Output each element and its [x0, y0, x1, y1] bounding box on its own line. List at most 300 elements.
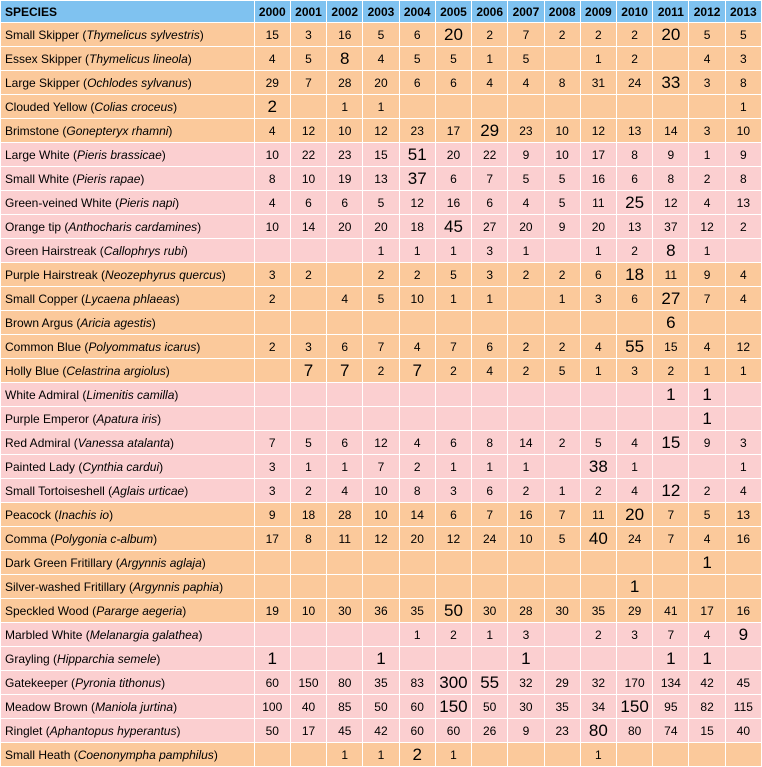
- count-cell: [363, 575, 399, 599]
- count-cell: 51: [399, 143, 435, 167]
- count-cell: 4: [617, 479, 653, 503]
- count-cell: 14: [508, 431, 544, 455]
- count-cell: [725, 311, 761, 335]
- count-cell: [472, 311, 508, 335]
- count-cell: [327, 623, 363, 647]
- count-cell: 37: [653, 215, 689, 239]
- species-name-cell: Large White (Pieris brassicae): [1, 143, 255, 167]
- count-cell: 6: [327, 431, 363, 455]
- species-name-cell: Small Heath (Coenonympha pamphilus): [1, 743, 255, 767]
- count-cell: 9: [544, 215, 580, 239]
- count-cell: 30: [327, 599, 363, 623]
- count-cell: 2: [508, 359, 544, 383]
- count-cell: 7: [653, 503, 689, 527]
- count-cell: 20: [435, 23, 471, 47]
- count-cell: 2: [689, 167, 725, 191]
- table-row: [1, 575, 762, 599]
- count-cell: 3: [580, 287, 616, 311]
- count-cell: 15: [653, 431, 689, 455]
- count-cell: 15: [254, 23, 290, 47]
- year-column-header: 2009: [580, 1, 616, 23]
- count-cell: 1: [327, 455, 363, 479]
- count-cell: [254, 407, 290, 431]
- count-cell: 4: [363, 47, 399, 71]
- count-cell: 20: [363, 71, 399, 95]
- count-cell: [363, 551, 399, 575]
- count-cell: 4: [725, 263, 761, 287]
- count-cell: 18: [617, 263, 653, 287]
- count-cell: [290, 311, 326, 335]
- count-cell: 12: [580, 119, 616, 143]
- count-cell: [363, 623, 399, 647]
- count-cell: 12: [653, 191, 689, 215]
- count-cell: [399, 407, 435, 431]
- species-name-cell: Orange tip (Anthocharis cardamines): [1, 215, 255, 239]
- count-cell: [617, 743, 653, 767]
- count-cell: 7: [435, 335, 471, 359]
- count-cell: 1: [580, 239, 616, 263]
- table-row: [1, 671, 762, 695]
- count-cell: [580, 407, 616, 431]
- species-common-name: Orange tip: [5, 219, 62, 234]
- count-cell: 36: [363, 599, 399, 623]
- count-cell: 12: [653, 479, 689, 503]
- species-name-cell: Meadow Brown (Maniola jurtina): [1, 695, 255, 719]
- count-cell: 35: [399, 599, 435, 623]
- species-latin-name: Apatura iris: [96, 411, 158, 426]
- count-cell: 15: [689, 719, 725, 743]
- count-cell: 1: [689, 407, 725, 431]
- count-cell: 2: [508, 335, 544, 359]
- count-cell: 10: [544, 143, 580, 167]
- count-cell: 5: [544, 191, 580, 215]
- count-cell: 1: [435, 287, 471, 311]
- count-cell: 6: [653, 311, 689, 335]
- count-cell: 17: [254, 527, 290, 551]
- count-cell: [254, 383, 290, 407]
- count-cell: 4: [327, 479, 363, 503]
- count-cell: 2: [254, 95, 290, 119]
- count-cell: 2: [617, 47, 653, 71]
- count-cell: [290, 647, 326, 671]
- species-name-cell: Marbled White (Melanargia galathea): [1, 623, 255, 647]
- count-cell: 37: [399, 167, 435, 191]
- count-cell: 2: [254, 335, 290, 359]
- count-cell: 1: [472, 47, 508, 71]
- count-cell: 5: [508, 167, 544, 191]
- count-cell: 1: [327, 95, 363, 119]
- count-cell: [435, 383, 471, 407]
- count-cell: 25: [617, 191, 653, 215]
- count-cell: 5: [689, 503, 725, 527]
- count-cell: 1: [689, 143, 725, 167]
- species-name-cell: Ringlet (Aphantopus hyperantus): [1, 719, 255, 743]
- count-cell: 5: [290, 47, 326, 71]
- count-cell: 40: [580, 527, 616, 551]
- species-common-name: Common Blue: [5, 339, 82, 354]
- count-cell: [254, 311, 290, 335]
- count-cell: [544, 743, 580, 767]
- species-latin-name: Pararge aegeria: [96, 603, 183, 618]
- table-row: [1, 119, 762, 143]
- count-cell: 20: [399, 527, 435, 551]
- table-row: [1, 359, 762, 383]
- species-common-name: Large White: [5, 147, 70, 162]
- count-cell: [327, 551, 363, 575]
- count-cell: 13: [617, 215, 653, 239]
- count-cell: 1: [725, 455, 761, 479]
- species-latin-name: Melanargia galathea: [89, 627, 199, 642]
- count-cell: [290, 575, 326, 599]
- count-cell: 10: [290, 167, 326, 191]
- species-common-name: Red Admiral: [5, 435, 71, 450]
- count-cell: 5: [363, 23, 399, 47]
- species-name-cell: Brimstone (Gonepteryx rhamni): [1, 119, 255, 143]
- count-cell: [399, 311, 435, 335]
- count-cell: 5: [725, 23, 761, 47]
- species-common-name: Small Copper: [5, 291, 78, 306]
- count-cell: 45: [725, 671, 761, 695]
- count-cell: 50: [363, 695, 399, 719]
- species-common-name: Gatekeeper: [5, 675, 68, 690]
- count-cell: 15: [653, 335, 689, 359]
- count-cell: 27: [653, 287, 689, 311]
- count-cell: 16: [508, 503, 544, 527]
- count-cell: 1: [508, 647, 544, 671]
- count-cell: [689, 455, 725, 479]
- count-cell: [363, 383, 399, 407]
- table-row: [1, 47, 762, 71]
- count-cell: 10: [399, 287, 435, 311]
- count-cell: 1: [363, 95, 399, 119]
- count-cell: [472, 647, 508, 671]
- count-cell: 4: [508, 71, 544, 95]
- count-cell: [580, 311, 616, 335]
- count-cell: 4: [617, 431, 653, 455]
- count-cell: 35: [363, 671, 399, 695]
- count-cell: [399, 383, 435, 407]
- species-common-name: Clouded Yellow: [5, 99, 88, 114]
- count-cell: 20: [653, 23, 689, 47]
- count-cell: 24: [617, 527, 653, 551]
- count-cell: 12: [363, 119, 399, 143]
- count-cell: 4: [689, 47, 725, 71]
- count-cell: 32: [580, 671, 616, 695]
- count-cell: 2: [435, 623, 471, 647]
- count-cell: 1: [580, 743, 616, 767]
- species-common-name: Painted Lady: [5, 459, 76, 474]
- count-cell: [653, 743, 689, 767]
- count-cell: 17: [580, 143, 616, 167]
- count-cell: 30: [508, 695, 544, 719]
- species-common-name: White Admiral: [5, 387, 80, 402]
- species-common-name: Green Hairstreak: [5, 243, 97, 258]
- count-cell: 1: [653, 647, 689, 671]
- species-latin-name: Anthocharis cardamines: [68, 219, 198, 234]
- species-latin-name: Gonepteryx rhamni: [66, 123, 169, 138]
- count-cell: [653, 575, 689, 599]
- count-cell: 1: [327, 743, 363, 767]
- count-cell: 45: [435, 215, 471, 239]
- count-cell: 1: [617, 455, 653, 479]
- count-cell: 4: [254, 119, 290, 143]
- count-cell: 4: [580, 335, 616, 359]
- count-cell: 7: [689, 287, 725, 311]
- count-cell: 3: [617, 623, 653, 647]
- count-cell: 8: [290, 527, 326, 551]
- count-cell: 3: [472, 239, 508, 263]
- count-cell: 29: [472, 119, 508, 143]
- species-latin-name: Thymelicus lineola: [89, 51, 188, 66]
- count-cell: 29: [617, 599, 653, 623]
- count-cell: [508, 407, 544, 431]
- count-cell: [290, 239, 326, 263]
- count-cell: 20: [363, 215, 399, 239]
- count-cell: 1: [472, 455, 508, 479]
- species-latin-name: Ochlodes sylvanus: [87, 75, 188, 90]
- species-common-name: Green-veined White: [5, 195, 112, 210]
- count-cell: 4: [508, 191, 544, 215]
- year-column-header: 2004: [399, 1, 435, 23]
- species-common-name: Small Heath: [5, 747, 71, 762]
- count-cell: 2: [363, 359, 399, 383]
- count-cell: [472, 95, 508, 119]
- species-common-name: Small Tortoiseshell: [5, 483, 105, 498]
- count-cell: 2: [617, 23, 653, 47]
- count-cell: 1: [689, 383, 725, 407]
- count-cell: [725, 551, 761, 575]
- species-latin-name: Aphantopus hyperantus: [49, 723, 177, 738]
- count-cell: 3: [472, 263, 508, 287]
- count-cell: 6: [327, 335, 363, 359]
- count-cell: 300: [435, 671, 471, 695]
- count-cell: [472, 575, 508, 599]
- count-cell: [435, 575, 471, 599]
- count-cell: [363, 407, 399, 431]
- count-cell: 1: [508, 455, 544, 479]
- table-row: [1, 599, 762, 623]
- table-row: [1, 551, 762, 575]
- count-cell: 3: [689, 71, 725, 95]
- count-cell: [327, 383, 363, 407]
- count-cell: 2: [544, 335, 580, 359]
- count-cell: 20: [327, 215, 363, 239]
- table-row: [1, 167, 762, 191]
- count-cell: 4: [472, 71, 508, 95]
- count-cell: 10: [544, 119, 580, 143]
- species-common-name: Purple Hairstreak: [5, 267, 98, 282]
- count-cell: [544, 47, 580, 71]
- species-latin-name: Pieris brassicae: [77, 147, 162, 162]
- count-cell: [435, 311, 471, 335]
- year-column-header: 2007: [508, 1, 544, 23]
- count-cell: 20: [435, 143, 471, 167]
- count-cell: 11: [580, 503, 616, 527]
- count-cell: 1: [617, 575, 653, 599]
- table-row: [1, 719, 762, 743]
- count-cell: 7: [544, 503, 580, 527]
- count-cell: 19: [327, 167, 363, 191]
- count-cell: 35: [544, 695, 580, 719]
- count-cell: 134: [653, 671, 689, 695]
- table-row: [1, 95, 762, 119]
- count-cell: [254, 623, 290, 647]
- count-cell: 6: [617, 167, 653, 191]
- count-cell: [254, 551, 290, 575]
- count-cell: 7: [254, 431, 290, 455]
- count-cell: 100: [254, 695, 290, 719]
- count-cell: 7: [290, 71, 326, 95]
- count-cell: [544, 311, 580, 335]
- count-cell: 150: [617, 695, 653, 719]
- count-cell: 18: [290, 503, 326, 527]
- count-cell: 4: [689, 335, 725, 359]
- count-cell: 5: [580, 431, 616, 455]
- species-common-name: Small White: [5, 171, 70, 186]
- count-cell: 1: [689, 647, 725, 671]
- count-cell: 9: [254, 503, 290, 527]
- count-cell: 50: [254, 719, 290, 743]
- count-cell: [290, 287, 326, 311]
- count-cell: [508, 311, 544, 335]
- count-cell: 12: [725, 335, 761, 359]
- count-cell: 1: [363, 743, 399, 767]
- species-latin-name: Polyommatus icarus: [88, 339, 197, 354]
- count-cell: 4: [689, 623, 725, 647]
- count-cell: 5: [290, 431, 326, 455]
- count-cell: 3: [689, 119, 725, 143]
- count-cell: [472, 407, 508, 431]
- count-cell: 4: [689, 527, 725, 551]
- count-cell: 1: [399, 623, 435, 647]
- species-name-cell: Clouded Yellow (Colias croceus): [1, 95, 255, 119]
- count-cell: 12: [290, 119, 326, 143]
- count-cell: 80: [580, 719, 616, 743]
- count-cell: 2: [508, 479, 544, 503]
- count-cell: [327, 311, 363, 335]
- count-cell: 28: [508, 599, 544, 623]
- species-name-cell: Dark Green Fritillary (Argynnis aglaja): [1, 551, 255, 575]
- count-cell: 11: [580, 191, 616, 215]
- count-cell: 28: [327, 71, 363, 95]
- count-cell: 2: [399, 455, 435, 479]
- count-cell: [725, 575, 761, 599]
- count-cell: 4: [254, 47, 290, 71]
- count-cell: 15: [363, 143, 399, 167]
- species-name-cell: Green-veined White (Pieris napi): [1, 191, 255, 215]
- count-cell: 22: [472, 143, 508, 167]
- count-cell: 10: [725, 119, 761, 143]
- count-cell: 35: [580, 599, 616, 623]
- count-cell: [254, 743, 290, 767]
- count-cell: 4: [725, 287, 761, 311]
- count-cell: 5: [435, 263, 471, 287]
- count-cell: 3: [617, 359, 653, 383]
- count-cell: 7: [653, 527, 689, 551]
- count-cell: [544, 95, 580, 119]
- count-cell: [327, 575, 363, 599]
- count-cell: [653, 551, 689, 575]
- count-cell: 5: [508, 47, 544, 71]
- count-cell: 45: [327, 719, 363, 743]
- species-name-cell: Red Admiral (Vanessa atalanta): [1, 431, 255, 455]
- count-cell: 5: [544, 359, 580, 383]
- species-latin-name: Thymelicus sylvestris: [86, 27, 200, 42]
- count-cell: 11: [327, 527, 363, 551]
- count-cell: 13: [725, 191, 761, 215]
- year-column-header: 2008: [544, 1, 580, 23]
- species-name-cell: Speckled Wood (Pararge aegeria): [1, 599, 255, 623]
- count-cell: 12: [363, 527, 399, 551]
- species-name-cell: White Admiral (Limenitis camilla): [1, 383, 255, 407]
- count-cell: 3: [725, 431, 761, 455]
- count-cell: [508, 383, 544, 407]
- count-cell: 1: [435, 239, 471, 263]
- count-cell: 83: [399, 671, 435, 695]
- count-cell: 14: [290, 215, 326, 239]
- count-cell: [508, 287, 544, 311]
- count-cell: 1: [435, 743, 471, 767]
- count-cell: 9: [653, 143, 689, 167]
- count-cell: [689, 743, 725, 767]
- table-row: [1, 215, 762, 239]
- count-cell: [725, 407, 761, 431]
- count-cell: 30: [544, 599, 580, 623]
- species-latin-name: Hipparchia semele: [57, 651, 157, 666]
- species-common-name: Silver-washed Fritillary: [5, 579, 126, 594]
- count-cell: [472, 551, 508, 575]
- count-cell: 8: [254, 167, 290, 191]
- count-cell: [580, 383, 616, 407]
- count-cell: 3: [290, 335, 326, 359]
- count-cell: [254, 359, 290, 383]
- count-cell: 8: [399, 479, 435, 503]
- count-cell: 60: [399, 719, 435, 743]
- count-cell: 10: [254, 143, 290, 167]
- count-cell: 1: [580, 359, 616, 383]
- species-latin-name: Pieris napi: [119, 195, 176, 210]
- table-row: [1, 407, 762, 431]
- count-cell: [399, 647, 435, 671]
- count-cell: 41: [653, 599, 689, 623]
- count-cell: [725, 239, 761, 263]
- species-latin-name: Inachis io: [58, 507, 110, 522]
- species-name-cell: Holly Blue (Celastrina argiolus): [1, 359, 255, 383]
- count-cell: 16: [327, 23, 363, 47]
- species-name-cell: Silver-washed Fritillary (Argynnis paphia): [1, 575, 255, 599]
- table-row: [1, 287, 762, 311]
- year-column-header: 2012: [689, 1, 725, 23]
- table-row: [1, 647, 762, 671]
- count-cell: [544, 623, 580, 647]
- count-cell: 8: [653, 239, 689, 263]
- count-cell: 12: [399, 191, 435, 215]
- count-cell: 1: [472, 287, 508, 311]
- table-row: [1, 383, 762, 407]
- count-cell: [580, 551, 616, 575]
- count-cell: 9: [689, 263, 725, 287]
- species-name-cell: Essex Skipper (Thymelicus lineola): [1, 47, 255, 71]
- count-cell: 2: [544, 431, 580, 455]
- count-cell: 20: [508, 215, 544, 239]
- count-cell: [617, 383, 653, 407]
- count-cell: 8: [653, 167, 689, 191]
- species-common-name: Dark Green Fritillary: [5, 555, 113, 570]
- species-latin-name: Callophrys rubi: [103, 243, 184, 258]
- species-latin-name: Neozephyrus quercus: [105, 267, 222, 282]
- species-name-cell: Comma (Polygonia c-album): [1, 527, 255, 551]
- count-cell: 60: [435, 719, 471, 743]
